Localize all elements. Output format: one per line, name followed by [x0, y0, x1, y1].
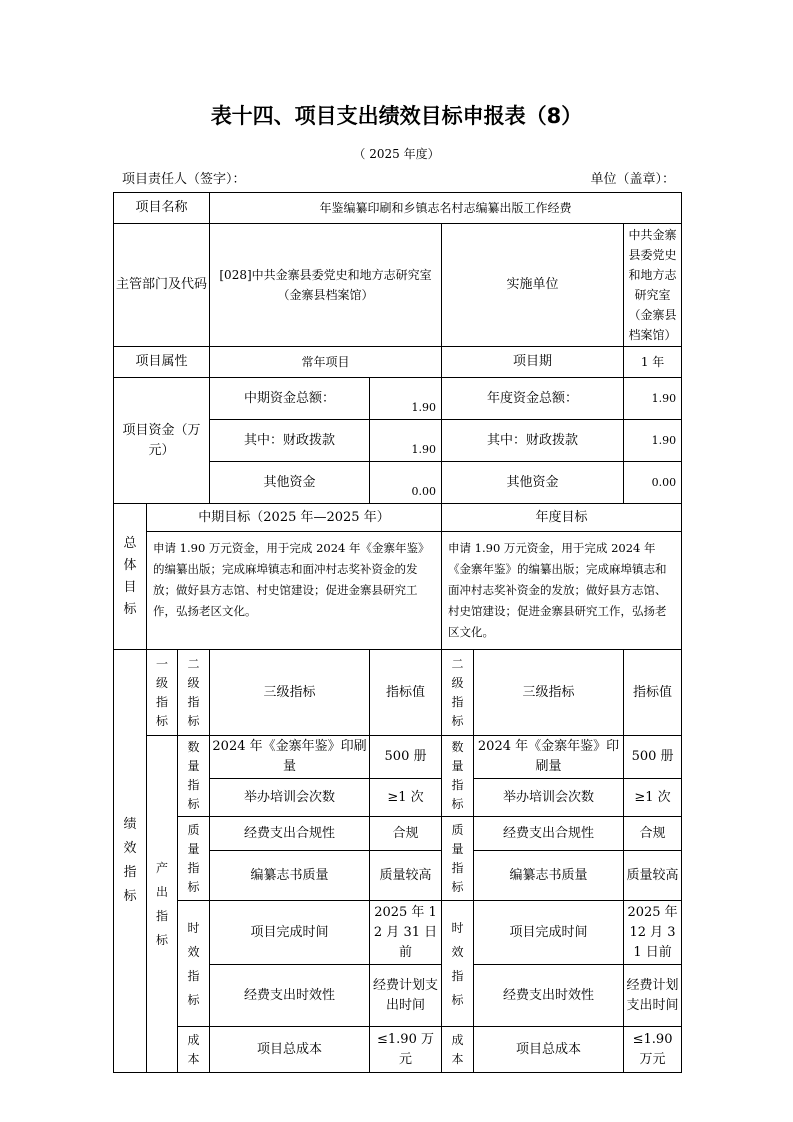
ql2-mid-value: 质量较高	[370, 851, 442, 901]
attr-label: 项目属性	[114, 347, 210, 378]
dept-label: 主管部门及代码	[114, 224, 210, 347]
impl-unit-value: 中共金寨县委党史和地方志研究室（金寨县档案馆）	[624, 224, 682, 347]
timeliness-label-text: 时效指标	[187, 920, 200, 1007]
page-title: 表十四、项目支出绩效目标申报表（8）	[210, 104, 583, 128]
year-total-label: 年度资金总额：	[442, 378, 624, 420]
t2-name: 经费支出时效性	[210, 965, 370, 1027]
level2-header-year-text: 二级指标	[451, 656, 464, 728]
q1-mid-value: 500 册	[370, 736, 442, 779]
perf-indicator-label	[114, 650, 147, 1073]
year-fiscal-value: 1.90	[624, 420, 682, 462]
year-goal-text: 申请 1.90 万元资金，用于完成 2024 年《金寨年鉴》的编纂出版；完成麻埠镇志和面冲村志奖补资金的发放；做好县方志馆、村史馆建设；促进金寨县研究工作，弘扬老区文化。	[442, 532, 682, 650]
q2-name: 举办培训会次数	[210, 779, 370, 817]
impl-unit-label: 实施单位	[442, 224, 624, 347]
mid-fiscal-label: 其中：财政拨款	[210, 420, 370, 462]
quality-label-text: 质量指标	[187, 822, 200, 894]
quantity-label-year-text: 数量指标	[451, 740, 464, 811]
timeliness-label	[178, 901, 210, 1027]
level2-header-text: 二级指标	[187, 656, 200, 728]
level3-header: 三级指标	[210, 650, 370, 736]
mid-goal-text: 申请 1.90 万元资金，用于完成 2024 年《金寨年鉴》的编纂出版；完成麻埠镇志和面冲村志奖补资金的发放；做好县方志馆、村史馆建设；促进金寨县研究工作，弘扬老区文化。	[147, 532, 442, 650]
dept-value: [028]中共金寨县委党史和地方志研究室（金寨县档案馆）	[210, 224, 442, 347]
year-other-value: 0.00	[624, 462, 682, 504]
q1-year-value: 500 册	[624, 736, 682, 779]
ql1-mid-value: 合规	[370, 817, 442, 851]
quality-label-year	[442, 817, 474, 901]
attr-value: 常年项目	[210, 347, 442, 378]
t2-name-year: 经费支出时效性	[474, 965, 624, 1027]
timeliness-label-year-text: 时效指标	[451, 920, 464, 1007]
value-header: 指标值	[370, 650, 442, 736]
level1-header	[147, 650, 178, 736]
t1-name: 项目完成时间	[210, 901, 370, 965]
q2-name-year: 举办培训会次数	[474, 779, 624, 817]
cost-label-text: 成本	[187, 1032, 200, 1066]
mid-total-label: 中期资金总额：	[210, 378, 370, 420]
quantity-label-year	[442, 736, 474, 817]
mid-other-value: 0.00	[370, 462, 442, 504]
q1-name: 2024 年《金寨年鉴》印刷量	[210, 736, 370, 779]
t1-year-value: 2025 年 12 月 31 日前	[624, 901, 682, 965]
funds-label: 项目资金（万元）	[114, 378, 210, 504]
year-label: （ 2025 年度）	[353, 147, 440, 161]
c1-mid-value: ≤1.90 万元	[370, 1027, 442, 1073]
quantity-label-text: 数量指标	[187, 740, 200, 811]
c1-name: 项目总成本	[210, 1027, 370, 1073]
mid-goal-header: 中期目标（2025 年—2025 年）	[147, 504, 442, 532]
value-header-year: 指标值	[624, 650, 682, 736]
period-label: 项目期	[442, 347, 624, 378]
level2-header	[178, 650, 210, 736]
year-other-label: 其他资金	[442, 462, 624, 504]
ql2-name: 编纂志书质量	[210, 851, 370, 901]
ql2-name-year: 编纂志书质量	[474, 851, 624, 901]
year-fiscal-label: 其中：财政拨款	[442, 420, 624, 462]
q2-mid-value: ≥1 次	[370, 779, 442, 817]
ql1-name-year: 经费支出合规性	[474, 817, 624, 851]
level1-header-text: 一级指标	[155, 656, 168, 728]
mid-fiscal-value: 1.90	[370, 420, 442, 462]
period-value: 1 年	[624, 347, 682, 378]
t1-mid-value: 2025 年 12 月 31 日前	[370, 901, 442, 965]
c1-year-value: ≤1.90 万元	[624, 1027, 682, 1073]
q1-name-year: 2024 年《金寨年鉴》印刷量	[474, 736, 624, 779]
level2-header-year	[442, 650, 474, 736]
cost-label-year	[442, 1027, 474, 1073]
perf-indicator-label-text: 绩效指标	[123, 817, 137, 904]
level3-header-year: 三级指标	[474, 650, 624, 736]
ql1-year-value: 合规	[624, 817, 682, 851]
project-name-label: 项目名称	[114, 193, 210, 224]
year-goal-header: 年度目标	[442, 504, 682, 532]
q2-year-value: ≥1 次	[624, 779, 682, 817]
t1-name-year: 项目完成时间	[474, 901, 624, 965]
t2-mid-value: 经费计划支出时间	[370, 965, 442, 1027]
mid-other-label: 其他资金	[210, 462, 370, 504]
cost-label-year-text: 成本	[451, 1032, 464, 1066]
timeliness-label-year	[442, 901, 474, 1027]
mid-total-value: 1.90	[370, 378, 442, 420]
t2-year-value: 经费计划支出时间	[624, 965, 682, 1027]
cost-label	[178, 1027, 210, 1073]
year-total-value: 1.90	[624, 378, 682, 420]
output-indicator-label	[147, 736, 178, 1073]
c1-name-year: 项目总成本	[474, 1027, 624, 1073]
responsible-person-label: 项目责任人（签字）：	[122, 172, 246, 187]
quantity-label	[178, 736, 210, 817]
performance-target-table	[113, 192, 682, 1073]
ql2-year-value: 质量较高	[624, 851, 682, 901]
unit-stamp-label: 单位（盖章）：	[590, 172, 675, 187]
overall-goal-label-text: 总体目标	[123, 535, 137, 617]
quality-label	[178, 817, 210, 901]
output-indicator-label-text: 产出指标	[155, 861, 168, 947]
project-name-value: 年鉴编纂印刷和乡镇志名村志编纂出版工作经费	[210, 193, 682, 224]
ql1-name: 经费支出合规性	[210, 817, 370, 851]
overall-goal-label	[114, 504, 147, 650]
quality-label-year-text: 质量指标	[451, 822, 464, 894]
